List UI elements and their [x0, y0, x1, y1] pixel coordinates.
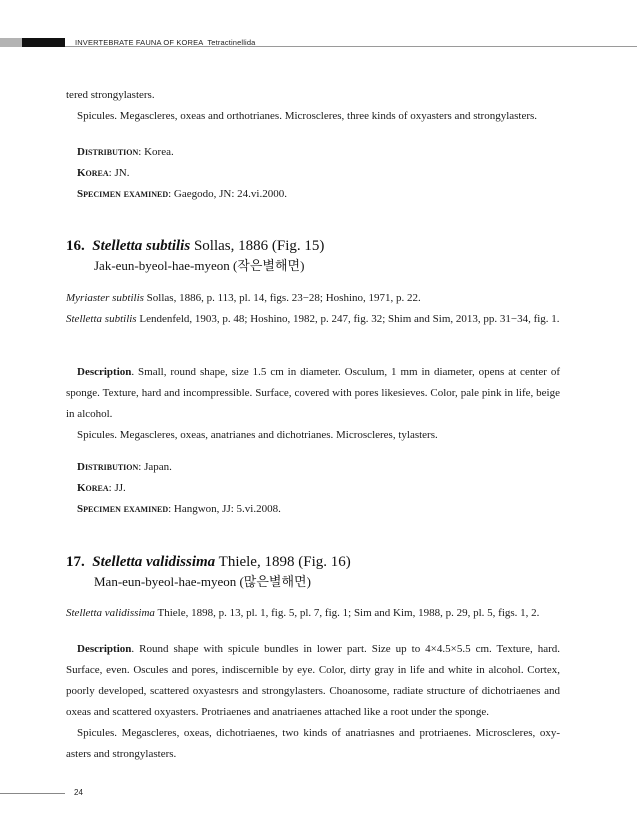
species-17-synonymy: Stelletta validissima Thiele, 1898, p. 13, pl. 1, fig. 5, pl. 7, fig. 1; Sim and Kim, 1988, p. 29, pl. 5, figs. 1, 2.: [66, 607, 540, 619]
header-taxon: Tetractinellida: [207, 38, 256, 47]
species-17-korean-name: Man-eun-byeol-hae-myeon (많은별해면): [94, 574, 311, 589]
page-number: 24: [74, 788, 83, 797]
distribution-label: Distribution: [77, 146, 139, 158]
species-16-synonymy: Myriaster subtilis Sollas, 1886, p. 113, pl. 14, figs. 23−28; Hoshino, 1971, p. 22. Stelletta subtilis Lendenfeld, 1903, p. 48; Hoshino, 1982, p. 247, fig. 32; Shim and Sim, 2013, pp. 31−34, fig. 1.: [66, 292, 560, 325]
species-16-korean-name: Jak-eun-byeol-hae-myeon (작은별해면): [94, 258, 305, 273]
species-16-name: Stelletta subtilis: [92, 238, 191, 254]
footer-rule: [0, 793, 65, 794]
korea-label: Korea: [77, 167, 109, 179]
header-accent-gray: [0, 38, 22, 47]
intro-records: [66, 142, 560, 205]
species-17-name: Stelletta validissima: [92, 554, 216, 570]
header-accent-black: [22, 38, 65, 47]
intro-korea: Korea: JN.: [77, 167, 130, 179]
species-16-heading: 16. Stelletta subtilis Sollas, 1886 (Fig. 15): [66, 238, 325, 254]
species-16-description: Description. Small, round shape, size 1.5 cm in diameter. Osculum, 1 mm in diameter, opens at center of sponge. Texture, hard and incompressible. Surface, covered with pores likesieves. Color, pale pink in life, beige in alcohol. Spicules. Megascleres, oxeas, anatrianes and dichotrianes. Microscleres, tylasters.: [66, 366, 560, 441]
continued-text: tered strongylasters.: [66, 89, 155, 101]
species-17-heading: 17. Stelletta validissima Thiele, 1898 (Fig. 16): [66, 554, 351, 570]
specimen-label: Specimen examined: [77, 188, 169, 200]
intro-section: [66, 85, 560, 127]
species-16-records: Distribution: Japan. Korea: JJ. Specimen examined: Hangwon, JJ: 5.vi.2008.: [77, 461, 281, 515]
header-title: INVERTEBRATE FAUNA OF KOREA: [75, 38, 204, 47]
intro-spicules: Spicules. Megascleres, oxeas and orthotrianes. Microscleres, three kinds of oxyasters and strongylasters.: [77, 110, 538, 122]
intro-distribution: Distribution: Korea.: [77, 146, 174, 158]
description-label: Description: [77, 366, 132, 378]
intro-specimen: Specimen examined: Gaegodo, JN: 24.vi.2000.: [77, 188, 287, 200]
running-header: [75, 38, 256, 47]
species-17-description: Description. Round shape with spicule bundles in lower part. Size up to 4×4.5×5.5 cm. Texture, hard. Surface, even. Oscules and pores, indiscernible by eye. Color, dirty gray in life and white in alcohol. Cortex, poorly developed, scattered oxyastesrs and strongylasters. Choanosome, radiate structure of dichotriaenes and oxeas and scattered oxyasters. Protriaenes and anatriaenes attached like a root under the sponge. Spicules. Megascleres, oxeas, dichotriaenes, two kinds of anatriasnes and protriaenes. Microscleres, oxy-asters and strongylasters.: [66, 643, 560, 760]
